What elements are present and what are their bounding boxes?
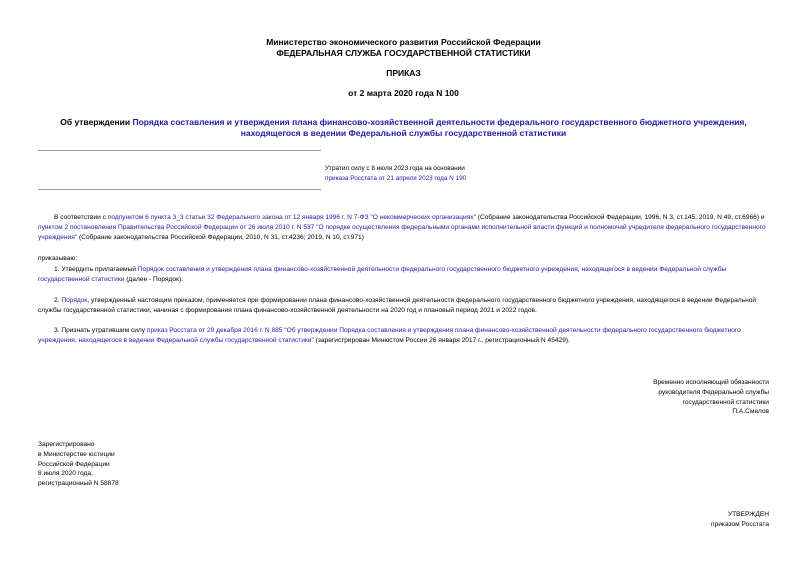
status-note: Утратил силу с 8 июля 2023 года на основании	[325, 165, 465, 172]
signature-line: Временно исполняющий обязанности	[653, 379, 769, 386]
preamble-text: (Собрание законодательства Российской Федерации, 2010, N 31, ст.4236; 2019, N 10, ст.971)	[77, 233, 364, 241]
item-text: , утвержденный настоящим приказом, применяется при формировании плана финансово-хозяйственной деятельности федерального государственного бюджетного учреждения, находящегося в ведении Федеральной службы государственной статистики, начиная с формирования плана финансово-хозяйственной деятельности на 2020 год и плановый период 2021 и 2022 годов.	[38, 297, 757, 314]
preamble-paragraph	[38, 213, 773, 242]
registration-line: 8 июля 2020 года,	[38, 470, 93, 478]
document-type: ПРИКАЗ	[386, 68, 421, 78]
approved-block	[569, 510, 769, 530]
item-text: 2.	[54, 297, 62, 304]
registration-line: Зарегистрировано	[38, 441, 95, 448]
signature-line: государственной статистики	[682, 398, 769, 406]
document-title	[0, 117, 807, 128]
item-text: (зарегистрирован Минюстом России 26 января 2017 г., регистрационный N 45429).	[313, 336, 570, 344]
federal-law-link[interactable]: подпунктом 6 пункта 3_3 статьи 32 Федерального закона от 12 января 1996 г. N 7-ФЗ "О некоммерческих организациях"	[107, 214, 476, 221]
procedure-link[interactable]: Порядок составления и утверждения плана финансово-хозяйственной деятельности федерального государственного бюджетного учреждения, находящегося в ведении Федеральной службы государственной статистики	[38, 266, 727, 283]
order-word: приказываю:	[38, 255, 78, 262]
order-item-1	[38, 265, 773, 285]
registration-block	[38, 440, 238, 489]
service-name: ФЕДЕРАЛЬНАЯ СЛУЖБА ГОСУДАРСТВЕННОЙ СТАТИСТИКИ	[276, 48, 531, 58]
signature-block	[469, 378, 769, 417]
registration-line: Российской Федерации	[38, 460, 110, 468]
signature-line: руководителя Федеральной службы	[658, 388, 769, 396]
separator-bottom	[38, 189, 321, 190]
preamble-text: (Собрание законодательства Российской Федерации, 1996, N 3, ст.145; 2019, N 49, ст.6966) и	[475, 214, 765, 221]
ministry-name: Министерство экономического развития Российской Федерации	[266, 37, 541, 47]
signatory-name: П.А.Смелов	[732, 408, 769, 416]
repeal-order-link[interactable]: приказа Росстата от 21 апреля 2023 года N 190	[325, 175, 467, 182]
approved-line: приказом Росстата	[711, 520, 769, 528]
item-text: 1. Утвердить прилагаемый	[54, 266, 138, 273]
title-link-line2[interactable]: находящегося в ведении Федеральной службы государственной статистики	[240, 128, 567, 138]
registration-line: в Министерстве юстиции	[38, 450, 115, 458]
repealed-order-link[interactable]: приказ Росстата от 29 декабря 2016 г. N 885 "Об утверждении Порядка составления и утверждения плана финансово-хозяйственной деятельности федерального государственного бюджетного учреждения, находящегося в ведении Федеральной службы государственной статистики"	[38, 327, 741, 344]
approved-heading: УТВЕРЖДЕН	[727, 511, 769, 518]
registration-line: регистрационный N 58878	[38, 480, 119, 488]
procedure-link[interactable]: Порядок	[61, 297, 88, 304]
title-link[interactable]: Порядка составления и утверждения плана финансово-хозяйственной деятельности федерального государственного бюджетного учреждения,	[132, 117, 747, 127]
item-text: 3. Признать утратившим силу	[54, 327, 147, 334]
government-resolution-link[interactable]: пунктом 2 постановления Правительства Российской Федерации от 26 июля 2010 г. N 537 "О порядке осуществления федеральными органами исполнительной власти функций и полномочий учредителя федерального государственного учреждения"	[38, 223, 766, 241]
order-item-2	[38, 296, 773, 316]
item-text: (далее - Порядок).	[124, 275, 183, 283]
title-prefix: Об утверждении	[60, 117, 133, 127]
preamble-text: В соответствии с	[54, 214, 108, 221]
order-item-3	[38, 326, 773, 346]
document-date-number: от 2 марта 2020 года N 100	[348, 88, 459, 98]
separator-top	[38, 150, 321, 151]
